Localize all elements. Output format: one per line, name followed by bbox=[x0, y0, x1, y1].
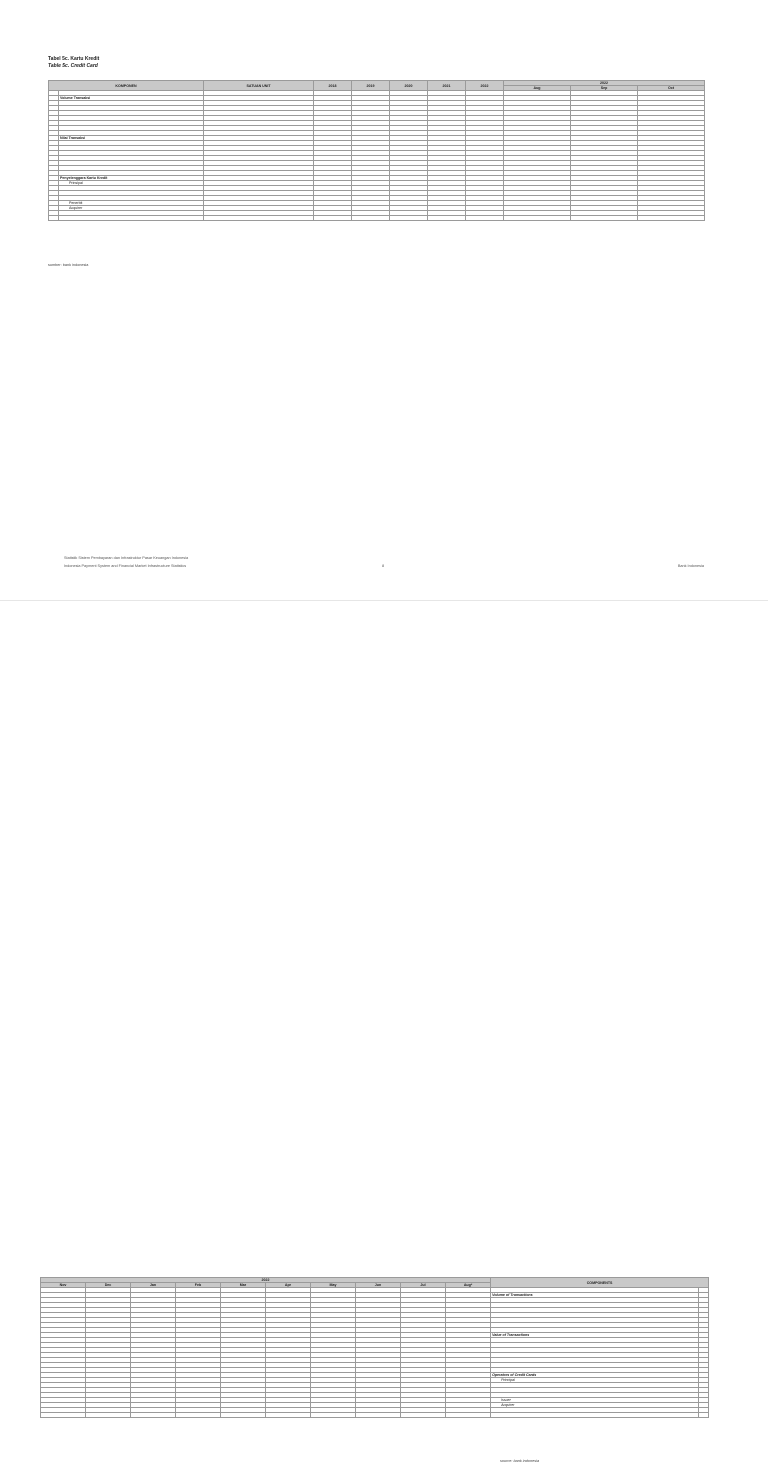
header-month: Dec bbox=[86, 1283, 131, 1288]
row-label-cell bbox=[491, 1413, 699, 1418]
header-month: Apr bbox=[266, 1283, 311, 1288]
header-month: Sep bbox=[571, 86, 638, 91]
row-index-cell bbox=[49, 216, 59, 221]
value-cell bbox=[352, 216, 390, 221]
value-cell bbox=[86, 1413, 131, 1418]
value-cell bbox=[131, 1413, 176, 1418]
table-header-row-1 bbox=[49, 81, 705, 86]
table-title-en: Table 5c. Credit Card bbox=[48, 63, 98, 69]
value-cell bbox=[390, 216, 428, 221]
footer-publisher: Bank Indonesia bbox=[677, 564, 704, 568]
value-cell bbox=[428, 216, 466, 221]
value-cell bbox=[466, 216, 504, 221]
header-year: 2022 bbox=[466, 81, 504, 91]
header-month: Feb bbox=[176, 1283, 221, 1288]
value-cell bbox=[504, 216, 571, 221]
value-cell bbox=[356, 1413, 401, 1418]
table-body bbox=[49, 91, 705, 221]
row-label-cell: Acquirer bbox=[59, 206, 204, 211]
row-label-cell: Value of Transactions bbox=[491, 1333, 699, 1338]
unit-cell bbox=[204, 216, 314, 221]
header-month: Mar bbox=[221, 1283, 266, 1288]
value-cell bbox=[41, 1413, 86, 1418]
row-label-cell: Nilai Transaksi bbox=[59, 136, 204, 141]
value-cell bbox=[446, 1413, 491, 1418]
value-cell bbox=[401, 1413, 446, 1418]
row-label-cell bbox=[59, 216, 204, 221]
header-year-group: 2022 bbox=[41, 1278, 491, 1283]
credit-card-table bbox=[48, 80, 705, 221]
page-number: 8 bbox=[382, 564, 385, 568]
header-satuan: SATUAN UNIT bbox=[204, 81, 314, 91]
table-title-block bbox=[48, 56, 99, 69]
header-year: 2021 bbox=[428, 81, 466, 91]
row-label-cell: Principal bbox=[491, 1378, 699, 1383]
row-label-cell: Volume of Transactions bbox=[491, 1293, 699, 1298]
source-note: source: bank indonesia bbox=[500, 1459, 540, 1463]
row-index-cell bbox=[699, 1413, 709, 1418]
header-month: Jan bbox=[131, 1283, 176, 1288]
header-month: Aug bbox=[504, 86, 571, 91]
document-page-1 bbox=[0, 0, 768, 592]
table-row bbox=[49, 216, 705, 221]
header-month: Aug* bbox=[446, 1283, 491, 1288]
header-month: Jun bbox=[356, 1283, 401, 1288]
row-label-cell: Penerbit bbox=[59, 201, 204, 206]
header-year: 2018 bbox=[314, 81, 352, 91]
value-cell bbox=[571, 216, 638, 221]
source-note: sumber: bank indonesia bbox=[48, 263, 89, 267]
value-cell bbox=[311, 1413, 356, 1418]
document-page-2 bbox=[0, 600, 768, 1463]
value-cell bbox=[176, 1413, 221, 1418]
header-year-group: 2022 bbox=[504, 81, 705, 86]
header-year: 2020 bbox=[390, 81, 428, 91]
header-month: Oct bbox=[638, 86, 705, 91]
table-body bbox=[41, 1288, 709, 1418]
row-label-cell: Acquirer bbox=[491, 1403, 699, 1408]
credit-card-table-continued bbox=[40, 1277, 709, 1418]
table-title-id: Tabel 5c. Kartu Kredit bbox=[48, 56, 100, 62]
header-components: COMPONENTS bbox=[491, 1278, 709, 1288]
header-month: May bbox=[311, 1283, 356, 1288]
header-month: Nov bbox=[41, 1283, 86, 1288]
table-row bbox=[41, 1413, 709, 1418]
header-komponen: KOMPONEN bbox=[49, 81, 204, 91]
header-year: 2019 bbox=[352, 81, 390, 91]
value-cell bbox=[266, 1413, 311, 1418]
value-cell bbox=[314, 216, 352, 221]
row-label-cell: Issuer bbox=[491, 1398, 699, 1403]
header-month: Jul bbox=[401, 1283, 446, 1288]
footer-title-en: Indonesia Payment System and Financial Market Infrastructure Statistics bbox=[64, 564, 187, 568]
row-label-cell: Volume Transaksi bbox=[59, 96, 204, 101]
row-label-cell: Operators of Credit Cards bbox=[491, 1373, 699, 1378]
footer-title-id: Statistik Sistem Pembayaran dan Infrastruktur Pasar Keuangan Indonesia bbox=[64, 556, 189, 560]
row-label-cell: Penyelenggara Kartu Kredit bbox=[59, 176, 204, 181]
row-label-cell: Prinsipal bbox=[59, 181, 204, 186]
value-cell bbox=[638, 216, 705, 221]
value-cell bbox=[221, 1413, 266, 1418]
